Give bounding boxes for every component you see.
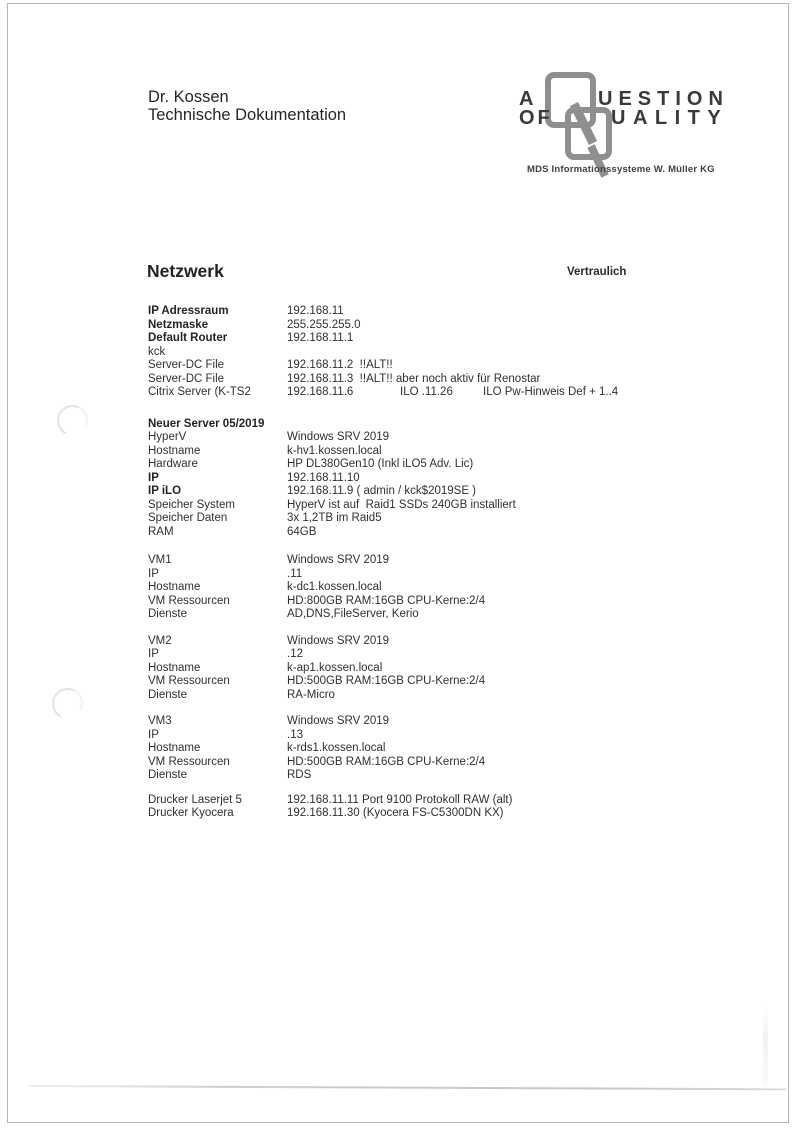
classification-badge: Vertraulich: [567, 266, 627, 278]
row-label: Netzmaske: [148, 318, 209, 331]
row-label: Default Router: [148, 332, 228, 344]
row-label: Dienste: [148, 608, 187, 620]
row-value: 3x 1,2TB im Raid5: [287, 512, 382, 524]
doc-row-netz-basis-6: [148, 386, 728, 400]
doc-row-netz-basis-2: [148, 332, 728, 346]
row-value: Windows SRV 2019: [287, 431, 390, 443]
doc-row-neuer-server-4: [148, 472, 728, 486]
row-value: .11: [287, 567, 303, 580]
doc-row-neuer-server-8: [148, 526, 728, 540]
doc-row-netz-basis-4: [148, 359, 728, 373]
doc-row-vm2-3: [148, 675, 728, 689]
row-label: Neuer Server 05/2019: [148, 417, 265, 430]
letterhead-subtitle: Technische Dokumentation: [148, 106, 347, 124]
row-label: IP: [148, 567, 159, 580]
scan-smudge-artifact: [763, 1005, 768, 1087]
doc-row-vm1-0: [148, 554, 728, 568]
doc-row-vm3-3: [148, 756, 728, 770]
logo-text-uality: UALITY: [611, 107, 729, 129]
row-label: IP: [148, 728, 159, 741]
doc-row-netz-basis-0: [148, 305, 728, 319]
row-label: Speicher Daten: [148, 512, 228, 524]
row-value: 192.168.11.10: [287, 471, 360, 484]
row-value: HP DL380Gen10 (Inkl iLO5 Adv. Lic): [287, 458, 474, 470]
row-value: k-ap1.kossen.local: [287, 661, 383, 674]
row-value: AD,DNS,FileServer, Kerio: [287, 608, 419, 620]
row-label: Hostname: [148, 444, 201, 457]
doc-row-neuer-server-2: [148, 445, 728, 459]
page-title: Netzwerk: [147, 261, 224, 281]
doc-row-vm3-1: [148, 729, 728, 743]
doc-row-vm2-1: [148, 648, 728, 662]
row-label: Speicher System: [148, 498, 235, 511]
section-netz-basis: [148, 305, 728, 400]
doc-row-neuer-server-3: [148, 458, 728, 472]
doc-row-vm3-4: [148, 769, 728, 783]
row-label: Drucker Laserjet 5: [148, 793, 242, 806]
row-label: VM3: [148, 715, 172, 727]
doc-row-vm2-2: [148, 662, 728, 676]
doc-row-vm1-4: [148, 608, 728, 622]
section-vm1: [148, 554, 728, 622]
row-label: VM Ressourcen: [148, 675, 230, 687]
row-value: .12: [287, 648, 303, 660]
row-value: HD:500GB RAM:16GB CPU-Kerne:2/4: [287, 755, 486, 768]
logo-text-a: A: [519, 88, 536, 110]
doc-row-drucker-0: [148, 794, 728, 808]
doc-row-neuer-server-5: [148, 485, 728, 499]
row-value: 192.168.11.30 (Kyocera FS-C5300DN KX): [287, 807, 504, 819]
row-value: k-rds1.kossen.local: [287, 742, 386, 754]
logo-text-of: OF: [519, 107, 553, 129]
punch-hole-bottom: [48, 684, 87, 723]
row-value: 255.255.255.0: [287, 318, 361, 331]
row-label: Dienste: [148, 688, 187, 701]
row-label: VM Ressourcen: [148, 755, 230, 768]
row-label: IP: [148, 648, 159, 660]
row-label: Server-DC File: [148, 359, 225, 371]
doc-row-vm1-1: [148, 568, 728, 582]
doc-row-neuer-server-6: [148, 499, 728, 513]
row-label: VM Ressourcen: [148, 594, 230, 607]
row-label: Server-DC File: [148, 372, 225, 385]
row-label: Hardware: [148, 458, 198, 470]
doc-row-vm2-4: [148, 689, 728, 703]
row-value: 192.168.11.3 !!ALT!! aber noch aktiv für Renostar: [287, 372, 541, 385]
row-label: Hostname: [148, 581, 201, 593]
row-value: 192.168.11.9 ( admin / kck$2019SE ): [287, 485, 477, 497]
row-label: Hostname: [148, 661, 201, 674]
section-neuer-server: [148, 418, 728, 540]
row-label: IP Adressraum: [148, 305, 229, 317]
letterhead: [148, 88, 346, 124]
row-value: HD:500GB RAM:16GB CPU-Kerne:2/4: [287, 675, 486, 687]
row-value: 192.168.11.11 Port 9100 Protokoll RAW (alt): [287, 793, 513, 806]
letterhead-name: Dr. Kossen: [148, 88, 229, 106]
row-value: Windows SRV 2019: [287, 554, 390, 566]
row-value: RDS: [287, 769, 312, 781]
row-label: VM2: [148, 634, 172, 647]
row-label: IP: [148, 471, 159, 484]
row-value: 192.168.11.2 !!ALT!!: [287, 359, 393, 371]
section-drucker: [148, 794, 728, 821]
row-value: .13: [287, 728, 303, 741]
row-label: Hostname: [148, 742, 201, 754]
row-label: Citrix Server (K-TS2: [148, 386, 251, 398]
row-value-col3: ILO Pw-Hinweis Def + 1..4: [483, 386, 619, 398]
row-label: Drucker Kyocera: [148, 807, 234, 819]
row-label: RAM: [148, 525, 174, 538]
section-vm2: [148, 635, 728, 703]
row-value: HD:800GB RAM:16GB CPU-Kerne:2/4: [287, 594, 486, 607]
row-label: kck: [148, 345, 166, 358]
doc-row-netz-basis-3: [148, 346, 728, 360]
logo-tagline: MDS Informationssysteme W. Müller KG: [527, 164, 715, 175]
row-value: Windows SRV 2019: [287, 715, 390, 727]
row-value: 192.168.11.1: [287, 332, 354, 344]
scan-bottom-edge-artifact: [28, 1085, 786, 1090]
doc-row-neuer-server-0: [148, 418, 728, 432]
row-value: HyperV ist auf Raid1 SSDs 240GB installiert: [287, 498, 516, 511]
doc-row-neuer-server-1: [148, 431, 728, 445]
row-value: RA-Micro: [287, 688, 335, 701]
row-value-col2: ILO .11.26: [400, 386, 453, 398]
row-value: 64GB: [287, 525, 317, 538]
row-label: VM1: [148, 554, 172, 566]
row-value: k-dc1.kossen.local: [287, 581, 382, 593]
row-label: IP iLO: [148, 485, 182, 497]
doc-row-vm1-2: [148, 581, 728, 595]
document-body: [148, 305, 728, 821]
row-value-col1: 192.168.11.6: [287, 386, 354, 398]
doc-row-vm2-0: [148, 635, 728, 649]
doc-row-vm3-2: [148, 742, 728, 756]
doc-row-drucker-1: [148, 807, 728, 821]
doc-row-netz-basis-5: [148, 373, 728, 387]
doc-row-neuer-server-7: [148, 512, 728, 526]
row-label: HyperV: [148, 431, 187, 443]
row-value: 192.168.11: [287, 305, 344, 317]
row-label: Dienste: [148, 769, 187, 781]
punch-hole-top: [53, 401, 92, 440]
row-value: Windows SRV 2019: [287, 634, 390, 647]
logo-text-uestion: UESTION: [598, 88, 729, 110]
doc-row-vm3-0: [148, 715, 728, 729]
section-vm3: [148, 715, 728, 783]
doc-row-netz-basis-1: [148, 319, 728, 333]
row-value: k-hv1.kossen.local: [287, 444, 382, 457]
doc-row-vm1-3: [148, 595, 728, 609]
